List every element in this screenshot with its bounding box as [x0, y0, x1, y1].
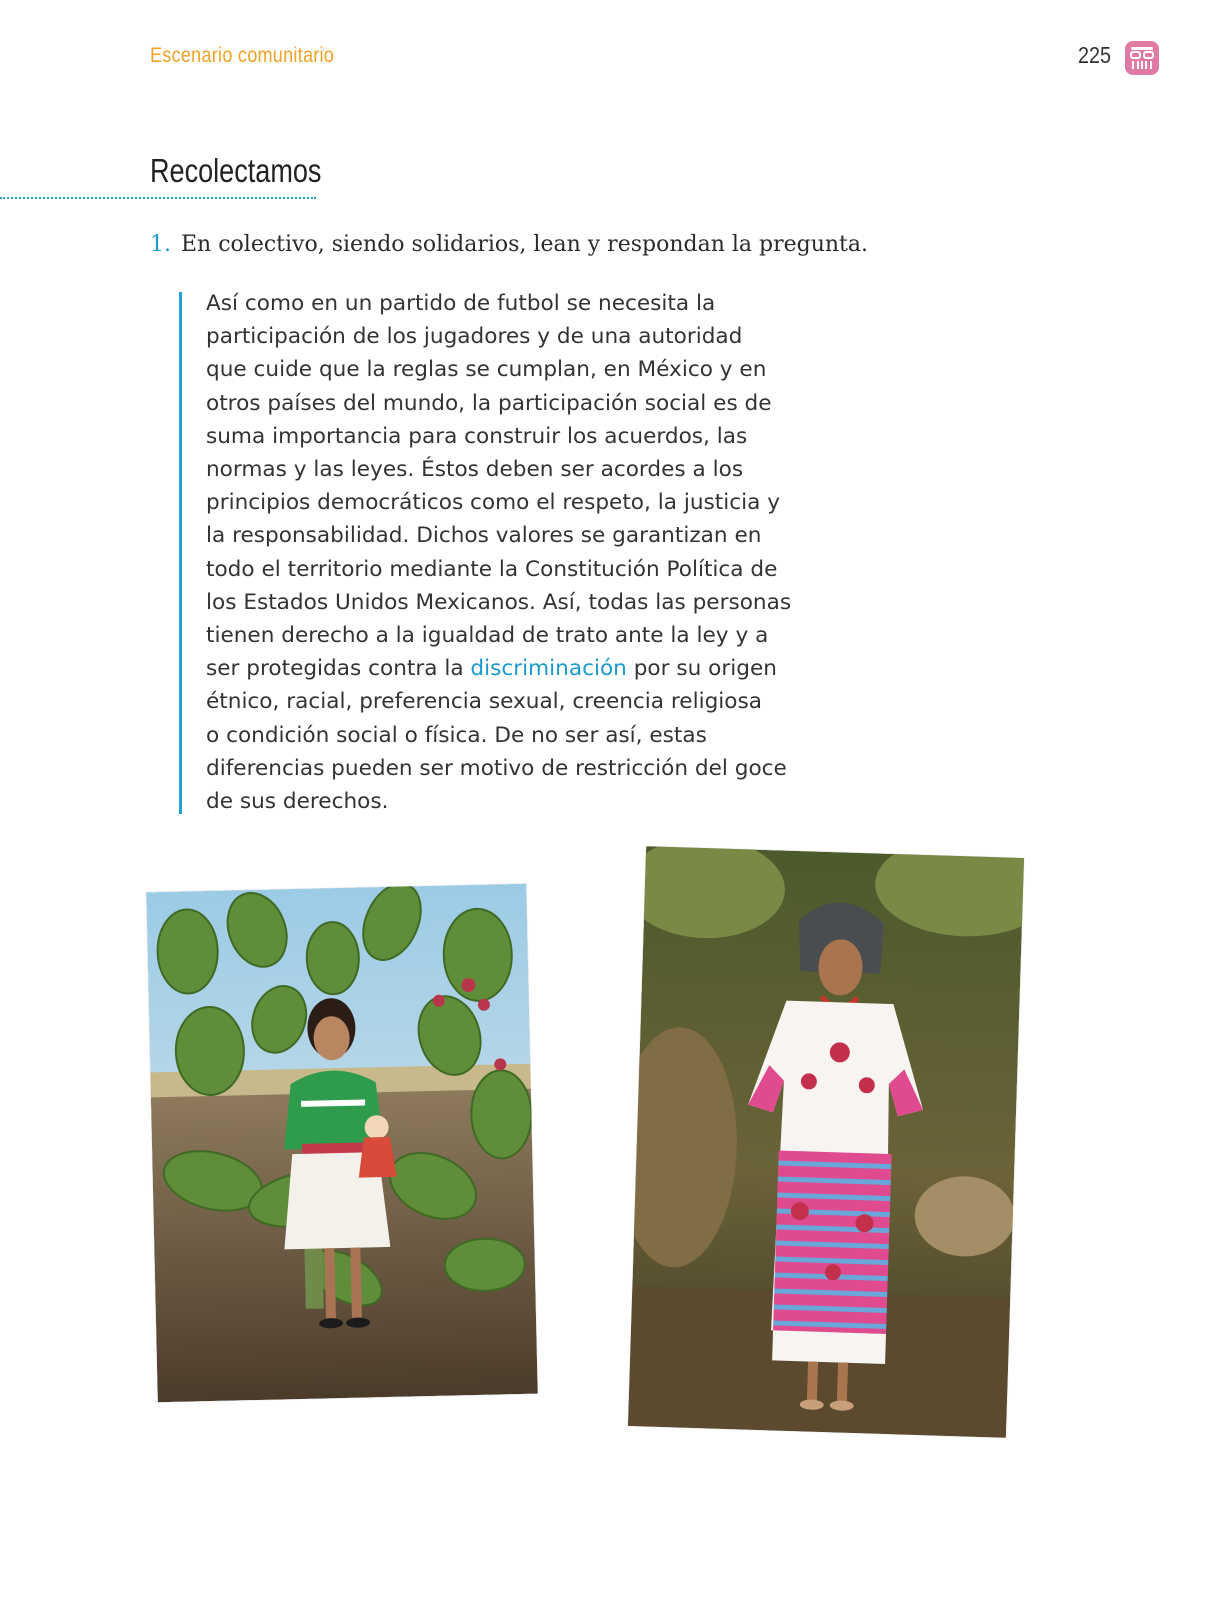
page-number: 225 — [1078, 42, 1112, 68]
passage-line: Así como en un partido de futbol se necesita la — [206, 291, 716, 316]
passage-line — [206, 652, 896, 685]
passage-line: los Estados Unidos Mexicanos. Así, todas las personas — [206, 589, 792, 615]
title-dotted-rule — [0, 197, 316, 199]
passage-line: que cuide que la reglas se cumplan, en México y en — [206, 357, 767, 383]
passage-text: ser protegidas contra la — [206, 656, 471, 682]
question-number: 1. — [150, 232, 171, 257]
passage-line: étnico, racial, preferencia sexual, creencia religiosa — [206, 689, 762, 715]
activity-question — [150, 232, 868, 257]
passage-line: normas y las leyes. Éstos deben ser acordes a los — [206, 457, 744, 483]
passage-line: la responsabilidad. Dichos valores se garantizan en — [206, 523, 762, 549]
passage-line: de sus derechos. — [206, 789, 389, 815]
passage-line: participación de los jugadores y de una autoridad — [206, 324, 743, 350]
passage-text: por su origen — [626, 656, 777, 682]
passage-line: principios democráticos como el respeto, la justicia y — [206, 490, 780, 516]
passage-line: suma importancia para construir los acuerdos, las — [206, 423, 748, 449]
passage-line: todo el territorio mediante la Constitución Política de — [206, 556, 778, 582]
passage-line: tienen derecho a la igualdad de trato ante la ley y a — [206, 623, 769, 649]
glyph-emblem-icon — [1124, 40, 1160, 76]
glossary-term-discriminacion[interactable]: discriminación — [470, 656, 627, 682]
passage-line: diferencias pueden ser motivo de restricción del goce — [206, 755, 787, 781]
passage-line: otros países del mundo, la participación social es de — [206, 390, 772, 416]
question-text: En colectivo, siendo solidarios, lean y respondan la pregunta. — [181, 232, 868, 257]
photo-girl-cactus-icon — [146, 884, 537, 1402]
section-title: Recolectamos — [150, 152, 322, 189]
running-head: Escenario comunitario — [150, 44, 335, 67]
passage-line: o condición social o física. De no ser así, estas — [206, 722, 707, 748]
photo-girl-embroidered-dress-icon — [628, 846, 1024, 1438]
reading-passage — [206, 287, 896, 818]
quote-bar — [179, 292, 182, 814]
